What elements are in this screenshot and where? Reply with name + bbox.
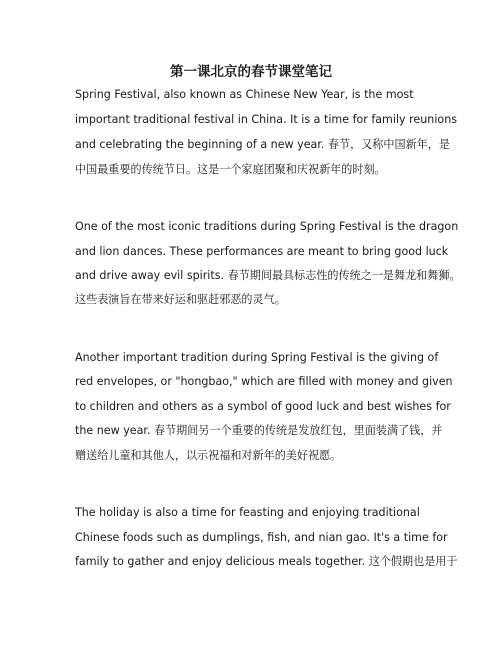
paragraph-4-line-3: family to gather and enjoy delicious meals together. 这个假期也是用于 [75, 555, 458, 568]
paragraph-1-line-1: Spring Festival, also known as Chinese New Year, is the most [75, 88, 414, 101]
paragraph-2-line-1: One of the most iconic traditions during Spring Festival is the dragon [75, 220, 459, 233]
paragraph-4-line-1: The holiday is also a time for feasting and enjoying traditional [75, 506, 420, 519]
paragraph-3-line-2: red envelopes, or "hongbao," which are filled with money and given [75, 375, 453, 388]
paragraph-2-line-2: and lion dances. These performances are meant to bring good luck [75, 245, 449, 258]
paragraph-1-line-4: 中国最重要的传统节日。这是一个家庭团聚和庆祝新年的时刻。 [75, 163, 386, 176]
document-title: 第一课北京的春节课堂笔记 [170, 64, 332, 80]
paragraph-2-line-3: and drive away evil spirits. 春节期间最具标志性的传统之一是舞龙和舞狮。 [75, 269, 461, 282]
paragraph-3-line-3: to children and others as a symbol of good luck and best wishes for [75, 400, 451, 413]
paragraph-2-line-4: 这些表演旨在带来好运和驱赶邪恶的灵气。 [75, 293, 286, 306]
paragraph-4-line-2: Chinese foods such as dumplings, fish, and nian gao. It's a time for [75, 531, 448, 544]
paragraph-3-line-5: 赠送给儿童和其他人，以示祝福和对新年的美好祝愿。 [75, 449, 342, 462]
paragraph-3-line-1: Another important tradition during Spring Festival is the giving of [75, 351, 439, 364]
paragraph-3-line-4: the new year. 春节期间另一个重要的传统是发放红包，里面装满了钱，并 [75, 424, 443, 437]
paragraph-1-line-2: important traditional festival in China. It is a time for family reunions [75, 113, 458, 126]
paragraph-1-line-3: and celebrating the beginning of a new year. 春节，又称中国新年，是 [75, 138, 450, 151]
